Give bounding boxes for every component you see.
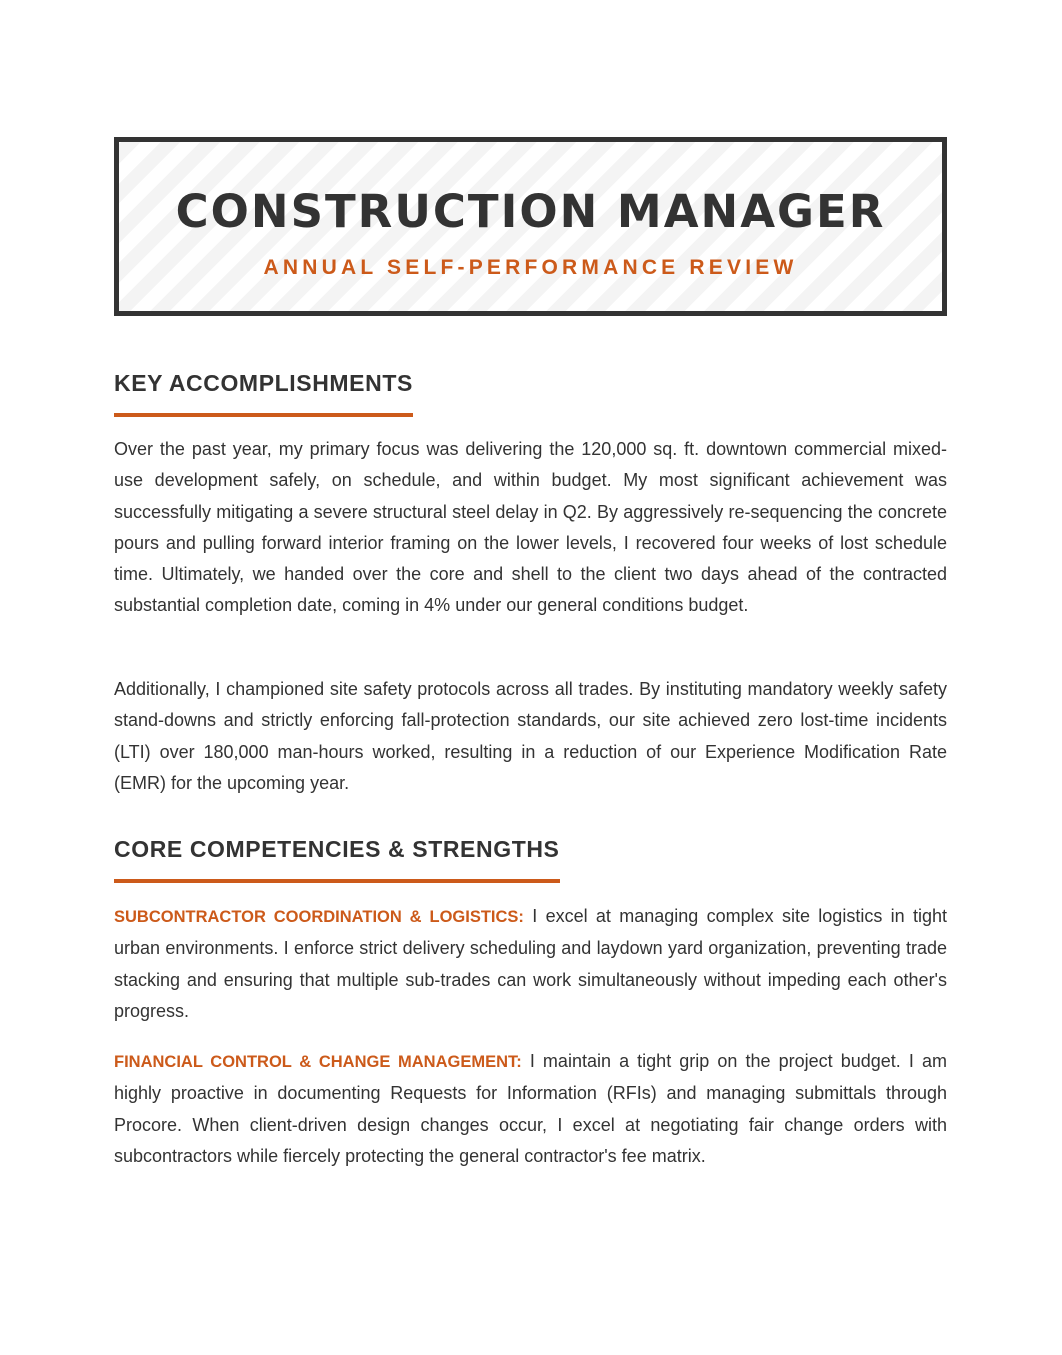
competency-text: I excel at managing complex site logistics in tight urban environments. I enforce strict delivery scheduling and laydown yard organization, preventing trade stacking and ensuring that multiple sub-trades can work simultaneously without impeding each other's progress. <box>114 906 947 1021</box>
review-document <box>114 137 947 1166</box>
section-heading: KEY ACCOMPLISHMENTS <box>114 369 413 417</box>
paragraph-accomplishment-2: Additionally, I championed site safety protocols across all trades. By instituting mandatory weekly safety stand-downs and strictly enforcing fall-protection standards, our site achieved zero lost-time incidents (LTI) over 180,000 man-hours worked, resulting in a reduction of our Experience Modification Rate (EMR) for the upcoming year. <box>114 679 947 793</box>
competency-label: FINANCIAL CONTROL & CHANGE MANAGEMENT: <box>114 1053 522 1071</box>
section-core-competencies <box>114 835 560 883</box>
competency-text: I maintain a tight grip on the project budget. I am highly proactive in documenting Requests for Information (RFIs) and managing submittals through Procore. When client-driven design changes occur, I excel at negotiating fair change orders with subcontractors while fiercely protecting the general contractor's fee matrix. <box>114 1051 947 1166</box>
section-heading: CORE COMPETENCIES & STRENGTHS <box>114 835 560 883</box>
section-key-accomplishments <box>114 369 413 417</box>
document-title: CONSTRUCTION MANAGER <box>175 185 886 238</box>
competency-item-subcontractor <box>114 901 947 1027</box>
competency-label: SUBCONTRACTOR COORDINATION & LOGISTICS: <box>114 908 524 926</box>
paragraph-accomplishment-1: Over the past year, my primary focus was delivering the 120,000 sq. ft. downtown commercial mixed-use development safely, on schedule, and within budget. My most significant achievement was successfully mitigating a severe structural steel delay in Q2. By aggressively re-sequencing the concrete pours and pulling forward interior framing on the lower levels, I recovered four weeks of lost schedule time. Ultimately, we handed over the core and shell to the client two days ahead of the contracted substantial completion date, coming in 4% under our general conditions budget. <box>114 439 947 616</box>
competency-item-financial <box>114 1046 947 1172</box>
document-subtitle: ANNUAL SELF-PERFORMANCE REVIEW <box>263 256 798 279</box>
title-banner <box>114 137 947 316</box>
